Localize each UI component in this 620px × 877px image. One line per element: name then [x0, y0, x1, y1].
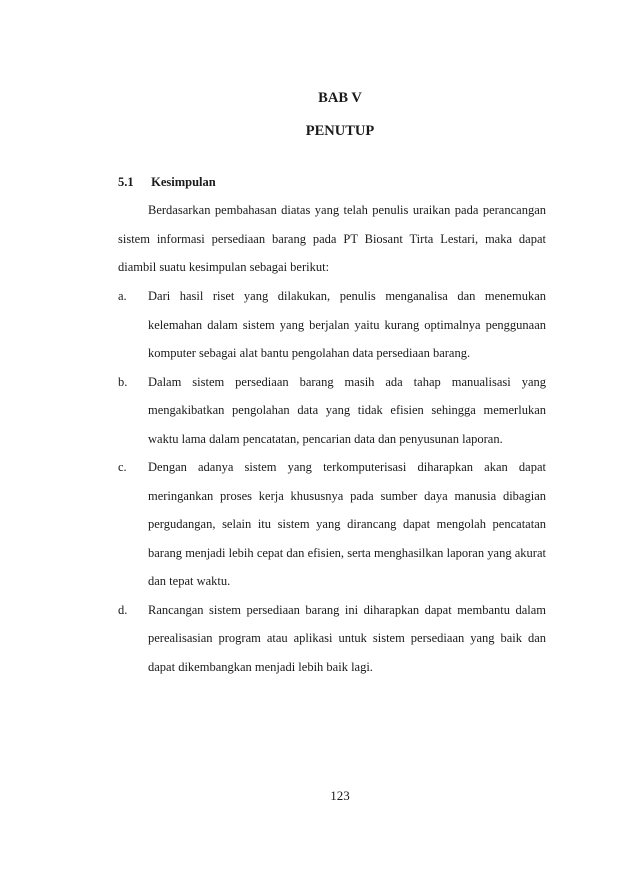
list-item-text: Dalam sistem persediaan barang masih ada tahap manualisasi yang mengakibatkan pengolahan data yang tidak efisien sehingga memerlukan waktu lama dalam pencatatan, pencarian data dan penyusunan laporan. [148, 374, 546, 446]
list-item [118, 596, 546, 682]
list-item [118, 453, 546, 596]
intro-paragraph: Berdasarkan pembahasan diatas yang telah penulis uraikan pada perancangan sistem informasi persediaan barang pada PT Biosant Tirta Lestari, maka dapat diambil suatu kesimpulan sebagai berikut: [118, 203, 546, 274]
list-marker: a. [118, 289, 127, 303]
list-marker: b. [118, 374, 128, 389]
list-marker: c. [118, 460, 127, 474]
conclusion-list [118, 282, 546, 681]
list-item [118, 368, 546, 454]
list-marker: d. [118, 602, 128, 617]
chapter-title: BAB V [318, 90, 362, 106]
list-item-text: Dengan adanya sistem yang terkomputerisasi diharapkan akan dapat meringankan proses kerja khususnya pada sumber daya manusia dibagian pergudangan, selain itu sistem yang dirancang dapat mengolah pencatatan barang menjadi lebih cepat dan efisien, serta menghasilkan laporan yang akurat dan tepat waktu. [148, 460, 546, 588]
list-item-text: Rancangan sistem persediaan barang ini diharapkan dapat membantu dalam perealisasian program atau aplikasi untuk sistem persediaan yang baik dan dapat dikembangkan menjadi lebih baik lagi. [148, 602, 546, 674]
section-number: 5.1 [118, 175, 134, 189]
section-title: Kesimpulan [151, 175, 216, 189]
list-item [118, 282, 546, 368]
page-number: 123 [330, 788, 350, 803]
section-heading [118, 175, 216, 190]
list-item-text: Dari hasil riset yang dilakukan, penulis menganalisa dan menemukan kelemahan dalam sistem yang berjalan yaitu kurang optimalnya penggunaan komputer sebagai alat bantu pengolahan data persediaan barang. [148, 289, 546, 360]
chapter-subtitle: PENUTUP [305, 123, 375, 139]
